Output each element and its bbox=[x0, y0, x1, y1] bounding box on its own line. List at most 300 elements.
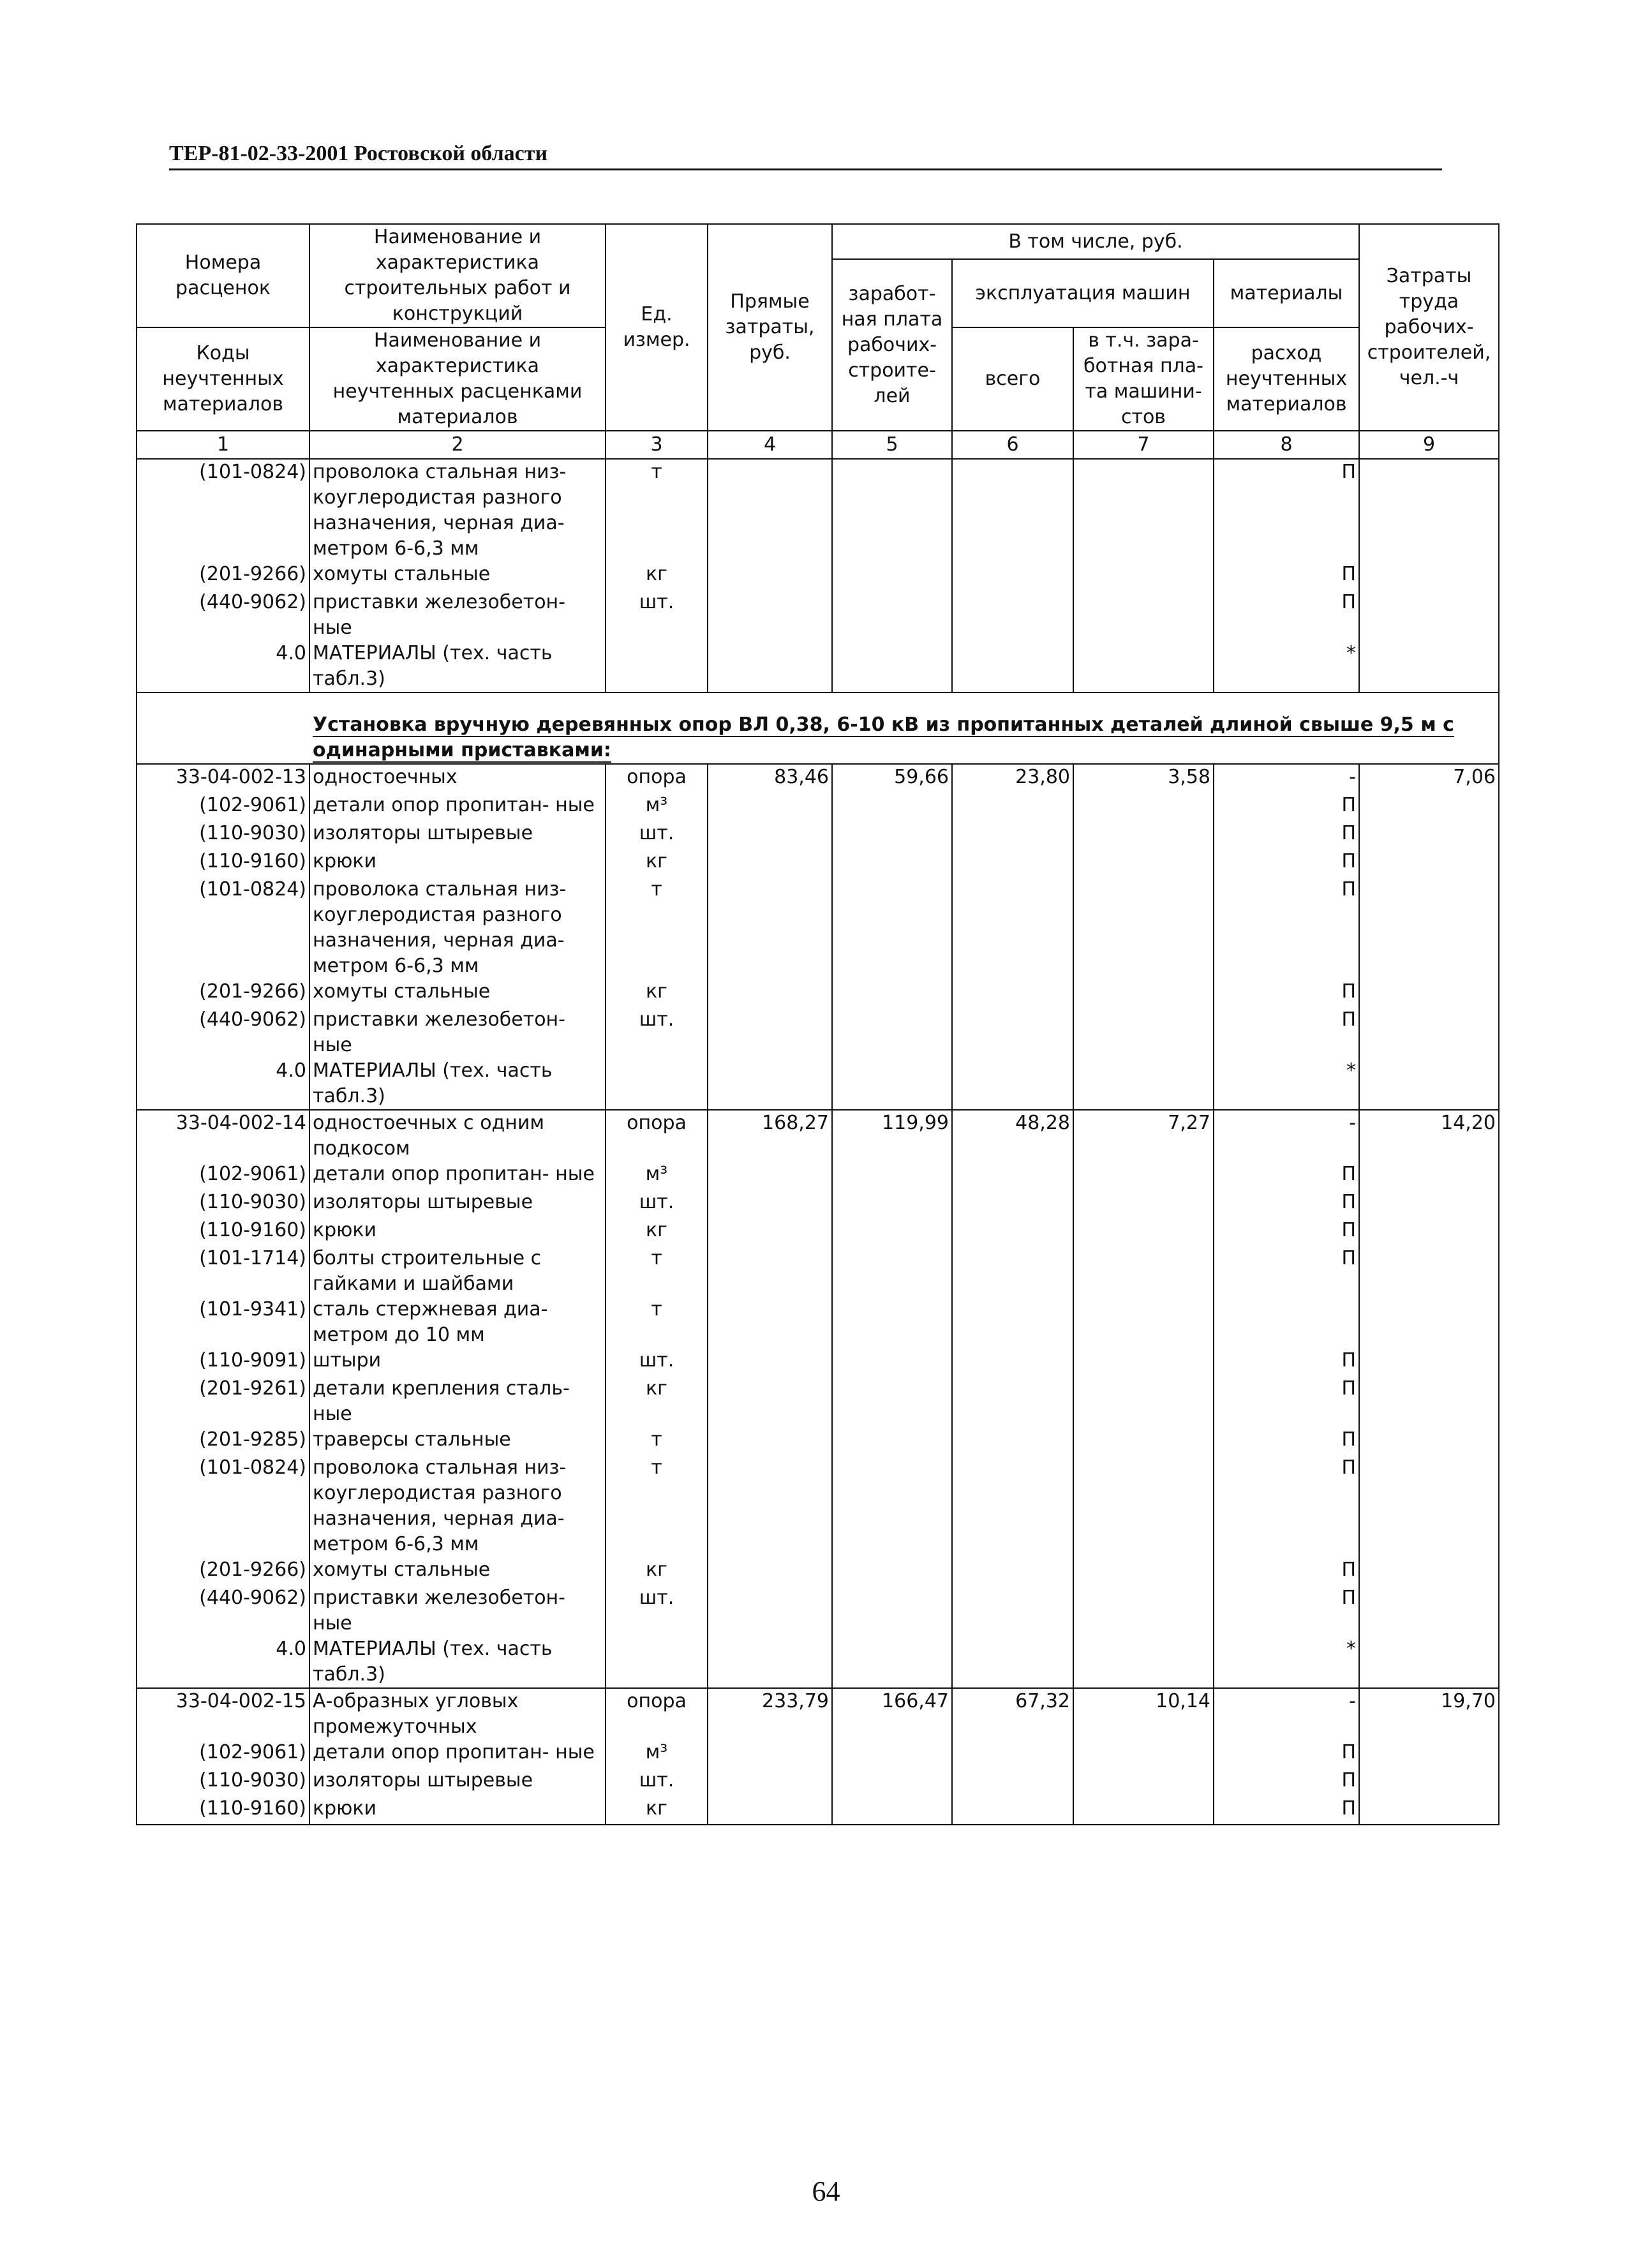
rate-labor: 14,20 bbox=[1359, 1110, 1499, 1162]
material-code: (101-9341) bbox=[137, 1297, 309, 1348]
material-name: проволока стальная низ- коуглеродистая разного назначения, черная диа- метром 6-6,3 мм bbox=[309, 1455, 606, 1557]
material-mark bbox=[1214, 1297, 1359, 1348]
section-row bbox=[137, 692, 1499, 764]
material-code: (110-9160) bbox=[137, 1218, 309, 1246]
empty-cell bbox=[952, 1246, 1073, 1297]
empty-cell bbox=[708, 1427, 832, 1455]
empty-cell bbox=[952, 459, 1073, 562]
empty-cell bbox=[1359, 1636, 1499, 1688]
empty-cell bbox=[952, 1376, 1073, 1427]
empty-cell bbox=[1073, 1455, 1214, 1557]
material-code: (110-9030) bbox=[137, 1768, 309, 1796]
empty-cell bbox=[1073, 1427, 1214, 1455]
empty-cell bbox=[1359, 1585, 1499, 1636]
material-mark: П bbox=[1214, 1162, 1359, 1190]
empty-cell bbox=[952, 1557, 1073, 1585]
empty-cell bbox=[1073, 459, 1214, 562]
material-mark: * bbox=[1214, 1058, 1359, 1110]
material-mark: П bbox=[1214, 1796, 1359, 1825]
empty-cell bbox=[708, 1246, 832, 1297]
material-row bbox=[137, 1740, 1499, 1768]
material-mark: П bbox=[1214, 1190, 1359, 1218]
empty-cell bbox=[952, 1297, 1073, 1348]
header-name-top: Наименование и характеристика строительных работ и конструкций bbox=[309, 224, 606, 327]
material-unit: кг bbox=[606, 849, 708, 877]
material-unit: т bbox=[606, 1427, 708, 1455]
material-unit: кг bbox=[606, 562, 708, 590]
empty-cell bbox=[1359, 562, 1499, 590]
material-name: траверсы стальные bbox=[309, 1427, 606, 1455]
empty-cell bbox=[1073, 1376, 1214, 1427]
rate-direct-costs: 233,79 bbox=[708, 1688, 832, 1740]
material-row bbox=[137, 1297, 1499, 1348]
material-mark: * bbox=[1214, 641, 1359, 692]
empty-cell bbox=[708, 1218, 832, 1246]
empty-cell bbox=[832, 562, 952, 590]
empty-cell bbox=[708, 1376, 832, 1427]
header-materials-use: расход неучтенных материалов bbox=[1214, 327, 1359, 431]
empty-cell bbox=[952, 849, 1073, 877]
material-row bbox=[137, 641, 1499, 692]
material-unit: т bbox=[606, 1297, 708, 1348]
material-unit: м³ bbox=[606, 1162, 708, 1190]
empty-cell bbox=[952, 1190, 1073, 1218]
material-name: сталь стержневая диа- метром до 10 мм bbox=[309, 1297, 606, 1348]
empty-cell bbox=[1359, 849, 1499, 877]
empty-cell bbox=[708, 849, 832, 877]
material-mark: * bbox=[1214, 1636, 1359, 1688]
material-name: проволока стальная низ- коуглеродистая разного назначения, черная диа- метром 6-6,3 мм bbox=[309, 877, 606, 979]
material-row bbox=[137, 793, 1499, 821]
material-row bbox=[137, 1768, 1499, 1796]
empty-cell bbox=[952, 1636, 1073, 1688]
empty-cell bbox=[832, 821, 952, 849]
header-labor: Затраты труда рабочих- строителей, чел.-ч bbox=[1359, 224, 1499, 431]
header-code-top: Номера расценок bbox=[137, 224, 309, 327]
material-name: приставки железобетон- ные bbox=[309, 1007, 606, 1058]
material-name: МАТЕРИАЛЫ (тех. часть табл.3) bbox=[309, 641, 606, 692]
material-unit: т bbox=[606, 1455, 708, 1557]
material-name: крюки bbox=[309, 1796, 606, 1825]
material-code: 4.0 bbox=[137, 1636, 309, 1688]
material-name: детали опор пропитан- ные bbox=[309, 1162, 606, 1190]
material-name: изоляторы штыревые bbox=[309, 1190, 606, 1218]
header-wage: заработ- ная плата рабочих- строите- лей bbox=[832, 259, 952, 431]
material-row bbox=[137, 821, 1499, 849]
material-code: 4.0 bbox=[137, 641, 309, 692]
empty-cell bbox=[1359, 1162, 1499, 1190]
material-name: хомуты стальные bbox=[309, 1557, 606, 1585]
material-row bbox=[137, 459, 1499, 562]
empty-cell bbox=[1359, 1455, 1499, 1557]
empty-cell bbox=[832, 1376, 952, 1427]
rate-row bbox=[137, 764, 1499, 793]
empty-cell bbox=[832, 877, 952, 979]
header-unit: Ед. измер. bbox=[606, 224, 708, 431]
material-unit: шт. bbox=[606, 1585, 708, 1636]
material-mark: П bbox=[1214, 459, 1359, 562]
section-cell bbox=[137, 692, 1499, 764]
rate-direct-costs: 168,27 bbox=[708, 1110, 832, 1162]
material-row bbox=[137, 877, 1499, 979]
material-unit: м³ bbox=[606, 1740, 708, 1768]
material-mark: П bbox=[1214, 821, 1359, 849]
empty-cell bbox=[1359, 1557, 1499, 1585]
material-code: (201-9285) bbox=[137, 1427, 309, 1455]
empty-cell bbox=[952, 1007, 1073, 1058]
table-header bbox=[137, 224, 1499, 459]
material-row bbox=[137, 1007, 1499, 1058]
material-mark: П bbox=[1214, 1007, 1359, 1058]
material-unit bbox=[606, 1636, 708, 1688]
rate-materials: - bbox=[1214, 1688, 1359, 1740]
material-name: штыри bbox=[309, 1348, 606, 1376]
empty-cell bbox=[708, 1162, 832, 1190]
empty-cell bbox=[1359, 1058, 1499, 1110]
material-row bbox=[137, 1162, 1499, 1190]
empty-cell bbox=[832, 793, 952, 821]
empty-cell bbox=[952, 1455, 1073, 1557]
empty-cell bbox=[1073, 641, 1214, 692]
empty-cell bbox=[1359, 877, 1499, 979]
empty-cell bbox=[708, 562, 832, 590]
empty-cell bbox=[708, 821, 832, 849]
empty-cell bbox=[952, 821, 1073, 849]
material-unit: кг bbox=[606, 979, 708, 1007]
empty-cell bbox=[1359, 1007, 1499, 1058]
empty-cell bbox=[708, 1007, 832, 1058]
empty-cell bbox=[832, 590, 952, 641]
empty-cell bbox=[708, 1348, 832, 1376]
material-name: детали опор пропитан- ные bbox=[309, 1740, 606, 1768]
material-unit: т bbox=[606, 1246, 708, 1297]
material-unit: кг bbox=[606, 1376, 708, 1427]
empty-cell bbox=[1073, 1246, 1214, 1297]
rate-labor: 19,70 bbox=[1359, 1688, 1499, 1740]
empty-cell bbox=[952, 1740, 1073, 1768]
header-machines: эксплуатация машин bbox=[952, 259, 1214, 327]
empty-cell bbox=[952, 1768, 1073, 1796]
rate-materials: - bbox=[1214, 1110, 1359, 1162]
empty-cell bbox=[708, 641, 832, 692]
empty-cell bbox=[708, 590, 832, 641]
empty-cell bbox=[1073, 793, 1214, 821]
empty-cell bbox=[1359, 1218, 1499, 1246]
empty-cell bbox=[1073, 877, 1214, 979]
empty-cell bbox=[1359, 1297, 1499, 1348]
empty-cell bbox=[708, 1455, 832, 1557]
material-unit: шт. bbox=[606, 1190, 708, 1218]
empty-cell bbox=[1359, 1427, 1499, 1455]
rate-direct-costs: 83,46 bbox=[708, 764, 832, 793]
empty-cell bbox=[1073, 1162, 1214, 1190]
empty-cell bbox=[1073, 1636, 1214, 1688]
empty-cell bbox=[1359, 459, 1499, 562]
material-name: МАТЕРИАЛЫ (тех. часть табл.3) bbox=[309, 1058, 606, 1110]
empty-cell bbox=[832, 1007, 952, 1058]
material-code: 4.0 bbox=[137, 1058, 309, 1110]
empty-cell bbox=[1073, 1796, 1214, 1825]
material-unit: шт. bbox=[606, 1768, 708, 1796]
empty-cell bbox=[832, 1585, 952, 1636]
material-mark: П bbox=[1214, 1768, 1359, 1796]
column-numbers-row bbox=[137, 431, 1499, 459]
material-code: (440-9062) bbox=[137, 1007, 309, 1058]
rate-machines-wage: 7,27 bbox=[1073, 1110, 1214, 1162]
material-row bbox=[137, 979, 1499, 1007]
empty-cell bbox=[708, 979, 832, 1007]
empty-cell bbox=[1359, 1190, 1499, 1218]
rate-machines-wage: 10,14 bbox=[1073, 1688, 1214, 1740]
material-row bbox=[137, 849, 1499, 877]
empty-cell bbox=[1073, 590, 1214, 641]
header-materials: материалы bbox=[1214, 259, 1359, 327]
material-mark: П bbox=[1214, 1740, 1359, 1768]
empty-cell bbox=[1359, 590, 1499, 641]
empty-cell bbox=[1359, 979, 1499, 1007]
rate-materials: - bbox=[1214, 764, 1359, 793]
empty-cell bbox=[832, 979, 952, 1007]
empty-cell bbox=[708, 459, 832, 562]
material-row bbox=[137, 1058, 1499, 1110]
column-number: 8 bbox=[1214, 431, 1359, 459]
empty-cell bbox=[708, 1768, 832, 1796]
material-unit: шт. bbox=[606, 821, 708, 849]
empty-cell bbox=[1359, 1246, 1499, 1297]
column-number: 2 bbox=[309, 431, 606, 459]
empty-cell bbox=[832, 459, 952, 562]
rate-unit: опора bbox=[606, 1688, 708, 1740]
empty-cell bbox=[952, 562, 1073, 590]
material-unit: м³ bbox=[606, 793, 708, 821]
material-unit: т bbox=[606, 459, 708, 562]
rate-name: одностоечных bbox=[309, 764, 606, 793]
material-name: детали опор пропитан- ные bbox=[309, 793, 606, 821]
empty-cell bbox=[832, 1348, 952, 1376]
material-mark: П bbox=[1214, 1455, 1359, 1557]
material-code: (102-9061) bbox=[137, 1740, 309, 1768]
column-number: 7 bbox=[1073, 431, 1214, 459]
material-code: (110-9160) bbox=[137, 1796, 309, 1825]
table-body bbox=[137, 459, 1499, 1825]
material-mark: П bbox=[1214, 1557, 1359, 1585]
rate-code: 33-04-002-14 bbox=[137, 1110, 309, 1162]
material-mark: П bbox=[1214, 793, 1359, 821]
material-mark: П bbox=[1214, 1246, 1359, 1297]
header-direct-costs: Прямые затраты, руб. bbox=[708, 224, 832, 431]
empty-cell bbox=[1359, 821, 1499, 849]
empty-cell bbox=[708, 1297, 832, 1348]
empty-cell bbox=[952, 979, 1073, 1007]
empty-cell bbox=[832, 641, 952, 692]
empty-cell bbox=[1073, 1218, 1214, 1246]
material-mark: П bbox=[1214, 1348, 1359, 1376]
material-name: изоляторы штыревые bbox=[309, 821, 606, 849]
rate-unit: опора bbox=[606, 1110, 708, 1162]
rate-name: одностоечных с одним подкосом bbox=[309, 1110, 606, 1162]
material-name: крюки bbox=[309, 1218, 606, 1246]
column-number: 5 bbox=[832, 431, 952, 459]
empty-cell bbox=[832, 1246, 952, 1297]
material-unit: шт. bbox=[606, 1007, 708, 1058]
material-mark: П bbox=[1214, 849, 1359, 877]
empty-cell bbox=[952, 793, 1073, 821]
material-name: приставки железобетон- ные bbox=[309, 590, 606, 641]
rate-labor: 7,06 bbox=[1359, 764, 1499, 793]
material-name: хомуты стальные bbox=[309, 979, 606, 1007]
material-code: (101-0824) bbox=[137, 1455, 309, 1557]
header-machines-total: всего bbox=[952, 327, 1073, 431]
material-unit: шт. bbox=[606, 1348, 708, 1376]
empty-cell bbox=[832, 1455, 952, 1557]
material-row bbox=[137, 1796, 1499, 1825]
empty-cell bbox=[952, 1348, 1073, 1376]
empty-cell bbox=[1073, 821, 1214, 849]
empty-cell bbox=[832, 1297, 952, 1348]
material-mark: П bbox=[1214, 1585, 1359, 1636]
empty-cell bbox=[1073, 1190, 1214, 1218]
material-name: болты строительные с гайками и шайбами bbox=[309, 1246, 606, 1297]
rate-machines-wage: 3,58 bbox=[1073, 764, 1214, 793]
empty-cell bbox=[1359, 641, 1499, 692]
empty-cell bbox=[952, 641, 1073, 692]
material-code: (440-9062) bbox=[137, 1585, 309, 1636]
empty-cell bbox=[708, 1190, 832, 1218]
material-row bbox=[137, 1348, 1499, 1376]
material-row bbox=[137, 1455, 1499, 1557]
material-row bbox=[137, 1190, 1499, 1218]
empty-cell bbox=[1073, 1585, 1214, 1636]
empty-cell bbox=[708, 793, 832, 821]
material-code: (101-0824) bbox=[137, 877, 309, 979]
material-code: (201-9266) bbox=[137, 562, 309, 590]
material-name: МАТЕРИАЛЫ (тех. часть табл.3) bbox=[309, 1636, 606, 1688]
material-unit: кг bbox=[606, 1218, 708, 1246]
empty-cell bbox=[708, 1636, 832, 1688]
column-number: 1 bbox=[137, 431, 309, 459]
column-number: 6 bbox=[952, 431, 1073, 459]
material-code: (101-1714) bbox=[137, 1246, 309, 1297]
material-name: проволока стальная низ- коуглеродистая разного назначения, черная диа- метром 6-6,3 мм bbox=[309, 459, 606, 562]
column-number: 4 bbox=[708, 431, 832, 459]
empty-cell bbox=[708, 1557, 832, 1585]
empty-cell bbox=[1359, 1796, 1499, 1825]
material-row bbox=[137, 562, 1499, 590]
material-unit: кг bbox=[606, 1557, 708, 1585]
empty-cell bbox=[832, 849, 952, 877]
header-including: В том числе, руб. bbox=[832, 224, 1359, 259]
rate-name: А-образных угловых промежуточных bbox=[309, 1688, 606, 1740]
empty-cell bbox=[1359, 1376, 1499, 1427]
material-row bbox=[137, 1636, 1499, 1688]
material-code: (110-9030) bbox=[137, 1190, 309, 1218]
rate-wage: 166,47 bbox=[832, 1688, 952, 1740]
empty-cell bbox=[832, 1636, 952, 1688]
empty-cell bbox=[708, 877, 832, 979]
material-code: (102-9061) bbox=[137, 793, 309, 821]
rates-table bbox=[136, 223, 1499, 1825]
empty-cell bbox=[832, 1218, 952, 1246]
header-machines-wage: в т.ч. зара- ботная пла- та машини- стов bbox=[1073, 327, 1214, 431]
empty-cell bbox=[952, 590, 1073, 641]
empty-cell bbox=[1073, 979, 1214, 1007]
column-number: 3 bbox=[606, 431, 708, 459]
empty-cell bbox=[832, 1796, 952, 1825]
material-unit: шт. bbox=[606, 590, 708, 641]
empty-cell bbox=[952, 1796, 1073, 1825]
material-row bbox=[137, 1218, 1499, 1246]
empty-cell bbox=[1073, 1007, 1214, 1058]
material-code: (201-9266) bbox=[137, 1557, 309, 1585]
empty-cell bbox=[832, 1427, 952, 1455]
material-mark: П bbox=[1214, 877, 1359, 979]
rate-code: 33-04-002-13 bbox=[137, 764, 309, 793]
material-code: (201-9261) bbox=[137, 1376, 309, 1427]
empty-cell bbox=[952, 877, 1073, 979]
material-code: (201-9266) bbox=[137, 979, 309, 1007]
empty-cell bbox=[832, 1190, 952, 1218]
material-mark: П bbox=[1214, 1376, 1359, 1427]
material-code: (440-9062) bbox=[137, 590, 309, 641]
material-name: детали крепления сталь- ные bbox=[309, 1376, 606, 1427]
material-name: приставки железобетон- ные bbox=[309, 1585, 606, 1636]
rate-row bbox=[137, 1688, 1499, 1740]
rate-wage: 59,66 bbox=[832, 764, 952, 793]
empty-cell bbox=[952, 1218, 1073, 1246]
rate-row bbox=[137, 1110, 1499, 1162]
header-code-bottom: Коды неучтенных материалов bbox=[137, 327, 309, 431]
empty-cell bbox=[832, 1058, 952, 1110]
page-number: 64 bbox=[812, 2176, 840, 2207]
empty-cell bbox=[832, 1768, 952, 1796]
material-row bbox=[137, 1557, 1499, 1585]
material-row bbox=[137, 590, 1499, 641]
material-code: (110-9030) bbox=[137, 821, 309, 849]
material-name: крюки bbox=[309, 849, 606, 877]
material-mark: П bbox=[1214, 1427, 1359, 1455]
empty-cell bbox=[952, 1162, 1073, 1190]
rate-wage: 119,99 bbox=[832, 1110, 952, 1162]
material-code: (101-0824) bbox=[137, 459, 309, 562]
document-title: ТЕР-81-02-33-2001 Ростовской области bbox=[169, 142, 1442, 170]
rate-unit: опора bbox=[606, 764, 708, 793]
empty-cell bbox=[952, 1585, 1073, 1636]
empty-cell bbox=[708, 1585, 832, 1636]
empty-cell bbox=[1073, 1740, 1214, 1768]
empty-cell bbox=[708, 1740, 832, 1768]
material-name: хомуты стальные bbox=[309, 562, 606, 590]
material-mark: П bbox=[1214, 979, 1359, 1007]
material-code: (102-9061) bbox=[137, 1162, 309, 1190]
material-unit: кг bbox=[606, 1796, 708, 1825]
column-number: 9 bbox=[1359, 431, 1499, 459]
empty-cell bbox=[952, 1058, 1073, 1110]
empty-cell bbox=[1073, 849, 1214, 877]
material-row bbox=[137, 1376, 1499, 1427]
material-row bbox=[137, 1427, 1499, 1455]
empty-cell bbox=[1073, 1297, 1214, 1348]
empty-cell bbox=[952, 1427, 1073, 1455]
empty-cell bbox=[1073, 1768, 1214, 1796]
material-name: изоляторы штыревые bbox=[309, 1768, 606, 1796]
empty-cell bbox=[1359, 1348, 1499, 1376]
rate-machines-total: 67,32 bbox=[952, 1688, 1073, 1740]
material-row bbox=[137, 1246, 1499, 1297]
empty-cell bbox=[832, 1162, 952, 1190]
empty-cell bbox=[832, 1740, 952, 1768]
material-code: (110-9160) bbox=[137, 849, 309, 877]
material-unit bbox=[606, 641, 708, 692]
